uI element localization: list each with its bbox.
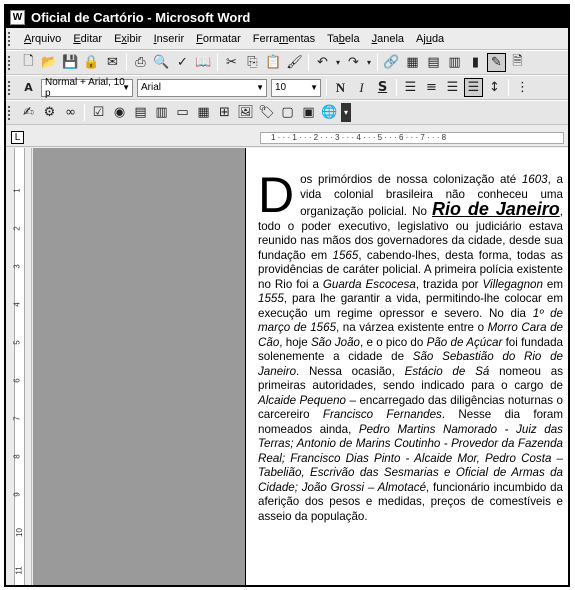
- toolbar-separator: [308, 54, 309, 71]
- title-bar[interactable]: [6, 6, 568, 28]
- text-field-icon[interactable]: ▭: [176, 105, 189, 120]
- numbering-icon[interactable]: ⋮: [516, 80, 529, 95]
- cut-icon[interactable]: ✂: [226, 55, 237, 70]
- word-window: [4, 4, 570, 587]
- menu-ajuda[interactable]: Ajuda: [416, 32, 445, 45]
- form-properties-icon[interactable]: ⚙: [43, 105, 56, 120]
- tab-selector-icon[interactable]: L: [11, 131, 24, 144]
- font-select[interactable]: Arial ▼: [137, 79, 267, 97]
- menu-arquivo[interactable]: Arquivo: [24, 32, 62, 45]
- columns-icon[interactable]: ▮: [471, 55, 480, 70]
- toolbar-separator: [217, 54, 218, 71]
- print-preview-icon[interactable]: 🔍: [153, 55, 170, 70]
- dropdown-field-icon[interactable]: ▤: [134, 105, 147, 120]
- undo-icon[interactable]: ↶: [317, 55, 328, 70]
- styles-formatting-icon[interactable]: A: [24, 81, 33, 94]
- web-control-icon[interactable]: 🌐: [321, 105, 338, 120]
- spelling-icon[interactable]: ✓: [177, 55, 188, 70]
- vruler-number: 8: [12, 454, 22, 459]
- toolbar-separator: [84, 104, 85, 121]
- vruler-number: 4: [12, 302, 22, 307]
- new-document-icon[interactable]: 🗋: [23, 53, 34, 69]
- html-control-icon[interactable]: ▣: [302, 105, 315, 120]
- insert-excel-icon[interactable]: ▥: [448, 55, 461, 70]
- toolbar-grip-icon[interactable]: [8, 56, 12, 70]
- horizontal-ruler[interactable]: [6, 128, 568, 147]
- window-title: Oficial de Cartório - Microsoft Word: [31, 9, 251, 25]
- research-icon[interactable]: 📖: [195, 55, 212, 70]
- menu-tabela[interactable]: Tabela: [327, 32, 360, 45]
- ruler-scale: 1 · · · 1 · · · 2 · · · 3 · · · 4 · · · 5 · · · 6 · · · 7 · · · 8: [260, 132, 564, 144]
- underline-button[interactable]: S: [377, 80, 388, 95]
- italic-button[interactable]: I: [359, 79, 364, 95]
- menu-ferramentas[interactable]: Ferramentas: [252, 32, 316, 45]
- copy-icon[interactable]: ⎘: [247, 55, 258, 70]
- redo-dropdown-icon[interactable]: ▾: [366, 58, 371, 67]
- vruler-number: 2: [12, 226, 22, 231]
- document-body[interactable]: Dos primórdios de nossa colonização até 1603, a vida colonial brasileira não conheceu uma organização policial. No Rio de Janeiro, todo o poder executivo, legislativo ou judiciário estava reunido nas mãos dos governadores da cidade, desde sua fundação em 1565, cabendo-lhes, desta forma, todas as providências de caráter policial. A primeira polícia existente no Rio foi a Guarda Escocesa, trazida por Villegagnon em 1555, para lhe garantir a vida, permitindo-lhe colocar em execução um regime opressor e severo. No dia 1º de março de 1565, na várzea existente entre o Morro Cara de Cão, hoje São João, e o pico do Pão de Açúcar foi fundada solenemente a cidade de São Sebastião do Rio de Janeiro. Nessa ocasião, Estácio de Sá nomeou as primeiras autoridades, sendo indicado para o cargo de Alcaide Pequeno – encarregado das diligências noturnas o carcereiro Francisco Fernandes. Nesse dia foram nomeados ainda, Pedro Martins Namorado - Juiz das Terras; Antonio de Marins Coutinho - Provedor da Fazenda Real; Francisco Dias Pinto - Alcaide Mor, Pedro Costa – Tabelião, Escrivão das Sesmarias e Oficial de Armas da Cidade; João Grossi – Almotacé, funcionário incumbido da aferição dos pesos e medidas, preços de comestíveis e asseio da população.: [258, 167, 564, 523]
- tables-borders-icon[interactable]: ▦: [406, 55, 419, 70]
- font-size-select[interactable]: 10 ▼: [271, 79, 321, 97]
- justify-icon[interactable]: ☰: [464, 78, 483, 97]
- menu-inserir[interactable]: Inserir: [153, 32, 185, 45]
- draw-table-icon[interactable]: ✍: [23, 105, 34, 120]
- word-app-icon[interactable]: W: [10, 10, 25, 25]
- toolbar-separator: [396, 79, 397, 96]
- chevron-down-icon: ▼: [122, 82, 130, 92]
- menu-editar[interactable]: Editar: [73, 32, 103, 45]
- email-icon[interactable]: ✉: [107, 55, 118, 70]
- chevron-down-icon: ▼: [310, 82, 318, 92]
- form-link-icon[interactable]: ∞: [65, 105, 76, 120]
- drop-cap: D: [258, 167, 295, 223]
- paste-icon[interactable]: 📋: [265, 55, 282, 70]
- document-map-icon[interactable]: 🗎: [512, 53, 523, 69]
- menubar-grip-icon[interactable]: [8, 32, 12, 46]
- menu-exibir[interactable]: Exibir: [114, 32, 142, 45]
- menu-formatar[interactable]: Formatar: [196, 32, 241, 45]
- standard-toolbar: [6, 50, 568, 75]
- frame-control-icon[interactable]: ▢: [281, 105, 294, 120]
- vruler-number: 1: [12, 188, 22, 193]
- vertical-ruler-scale: [14, 148, 25, 585]
- toolbar-grip-icon[interactable]: [8, 81, 12, 95]
- vruler-number: 10: [14, 528, 24, 537]
- document-page[interactable]: [245, 148, 568, 585]
- toolbar-separator: [377, 54, 378, 71]
- vruler-number: 6: [12, 378, 22, 383]
- format-painter-icon[interactable]: 🖌: [286, 55, 303, 70]
- align-right-icon[interactable]: ☰: [446, 80, 459, 95]
- option-button-icon[interactable]: ◉: [113, 105, 126, 120]
- style-select[interactable]: Normal + Arial, 10 p ▼: [41, 79, 133, 97]
- print-icon[interactable]: ⎙: [135, 55, 146, 70]
- menu-janela[interactable]: Janela: [371, 32, 405, 45]
- align-left-icon[interactable]: ☰: [404, 80, 417, 95]
- save-icon[interactable]: 💾: [62, 55, 79, 70]
- vertical-ruler[interactable]: [6, 148, 32, 585]
- insert-table-icon[interactable]: ▤: [427, 55, 440, 70]
- spin-button-icon[interactable]: ⊞: [219, 105, 230, 120]
- open-folder-icon[interactable]: 📂: [41, 55, 58, 70]
- permission-icon[interactable]: 🔒: [83, 55, 100, 70]
- toolbar-separator: [508, 79, 509, 96]
- vruler-number: 9: [12, 492, 22, 497]
- align-center-icon[interactable]: ≡: [426, 80, 437, 95]
- bold-button[interactable]: N: [335, 79, 346, 95]
- chevron-down-icon: ▼: [256, 82, 264, 92]
- vruler-number: 3: [12, 264, 22, 269]
- hyperlink-icon[interactable]: 🔗: [383, 55, 400, 70]
- checkbox-field-icon[interactable]: ☑: [92, 105, 105, 120]
- label-control-icon[interactable]: 🏷: [258, 105, 275, 120]
- vruler-number: 11: [14, 566, 24, 575]
- toolbar-separator: [326, 79, 327, 96]
- toolbar-options-icon[interactable]: ▾: [341, 103, 351, 122]
- redo-icon[interactable]: ↷: [348, 55, 359, 70]
- image-control-icon[interactable]: 🖼: [237, 105, 254, 120]
- toolbar-grip-icon[interactable]: [8, 106, 12, 120]
- list-box-icon[interactable]: ▥: [155, 105, 168, 120]
- forms-toolbar: [6, 100, 568, 125]
- toolbar-separator: [126, 54, 127, 71]
- vruler-number: 7: [12, 416, 22, 421]
- undo-dropdown-icon[interactable]: ▾: [335, 58, 340, 67]
- rio-de-janeiro-link[interactable]: Rio de Janeiro: [432, 199, 560, 219]
- line-spacing-icon[interactable]: ↕: [489, 80, 500, 95]
- formatting-toolbar: [6, 75, 568, 100]
- vruler-number: 5: [12, 340, 22, 345]
- drawing-frame[interactable]: [33, 148, 245, 585]
- drawing-icon[interactable]: ✎: [487, 53, 506, 72]
- scroll-bar-icon[interactable]: ▦: [197, 105, 210, 120]
- menu-bar: [6, 28, 568, 50]
